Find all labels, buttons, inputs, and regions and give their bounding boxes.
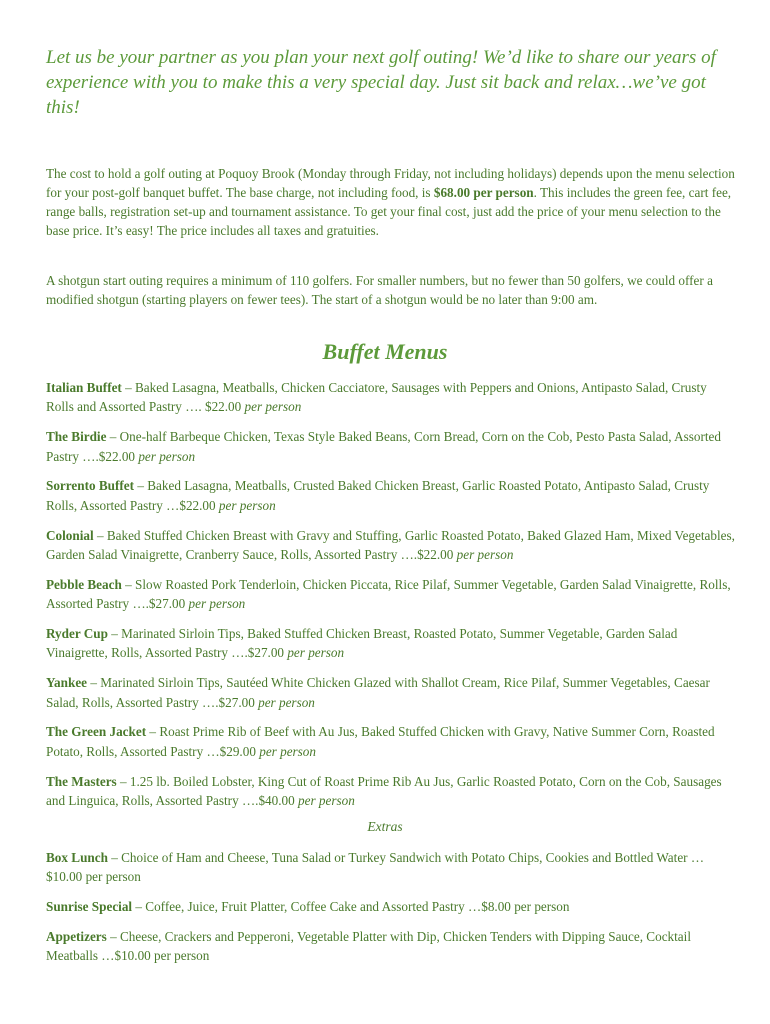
cost-text-after: . This includes the green fee, cart fee, range balls, registration set-up and tournament assistance. To get your final cost, just add the price of your menu selection to the base price. It’s easy! The price includes all taxes and gratuities. — [46, 185, 732, 238]
menu-item-desc: – Roast Prime Rib of Beef with Au Jus, Baked Stuffed Chicken with Gravy, Native Summer Corn, Roasted Potato, Rolls, Assorted Pastry …$29.00 — [46, 724, 715, 759]
menu-item — [46, 427, 736, 466]
menu-item — [46, 624, 736, 663]
menu-item — [46, 673, 736, 712]
extras-list — [46, 848, 736, 976]
menu-item-name: Italian Buffet — [46, 380, 122, 395]
extra-item-desc: – Cheese, Crackers and Pepperoni, Vegetable Platter with Dip, Chicken Tenders with Dipping Sauce, Cocktail Meatballs …$10.00 per person — [46, 929, 691, 964]
menu-item-per: per person — [218, 497, 276, 513]
extra-item-name: Appetizers — [46, 929, 107, 944]
menu-item-desc: – One-half Barbeque Chicken, Texas Style Baked Beans, Corn Bread, Corn on the Cob, Pesto Pasta Salad, Assorted Pastry ….$22.00 — [46, 429, 721, 464]
intro-text: Let us be your partner as you plan your next golf outing! We’d like to share our years of experience with you to make this a very special day. Just sit back and relax…we’ve got this! — [46, 47, 716, 118]
menu-item-name: Sorrento Buffet — [46, 478, 135, 494]
menu-item-per: per person — [258, 694, 315, 710]
menu-item-desc: – Baked Stuffed Chicken Breast with Gravy and Stuffing, Garlic Roasted Potato, Baked Glazed Ham, Mixed Vegetables, Garden Salad Vinaigrette, Cranberry Sauce, Rolls, Assorted Pastry ….$22.00 — [46, 527, 735, 563]
menu-item-per: per person — [298, 793, 355, 809]
cost-text-before: The cost to hold a golf outing at Poquoy Brook (Monday through Friday, not including holidays) depends upon the menu selection for your post-golf banquet buffet. The base charge, not including food, is — [46, 166, 735, 200]
menu-item-name: The Masters — [46, 773, 117, 789]
menu-item-desc: – Baked Lasagna, Meatballs, Chicken Cacciatore, Sausages with Peppers and Onions, Antipasto Salad, Crusty Rolls and Assorted Pastry …. $22.00 — [46, 380, 707, 415]
buffet-menus-heading: Buffet Menus — [322, 339, 448, 364]
base-price: $68.00 per person — [433, 185, 534, 200]
menu-item — [46, 476, 736, 515]
shotgun-paragraph: A shotgun start outing requires a minimum of 110 golfers. For smaller numbers, but no fewer than 50 golfers, we could offer a modified shotgun (starting players on fewer tees). The start of a shotgun would be no later than 9:00 am. — [46, 273, 713, 307]
menu-item-desc: – Marinated Sirloin Tips, Sautéed White Chicken Glazed with Shallot Cream, Rice Pilaf, Summer Vegetables, Caesar Salad, Rolls, Assorted Pastry ….$27.00 — [46, 675, 710, 710]
menu-item — [46, 772, 736, 811]
extra-item — [46, 927, 736, 966]
menu-item — [46, 575, 736, 614]
menu-item-name: Pebble Beach — [46, 576, 122, 592]
extra-item — [46, 897, 736, 916]
menu-item-name: The Green Jacket — [46, 724, 147, 740]
menu-item-per: per person — [138, 448, 196, 464]
extra-item-name: Sunrise Special — [46, 899, 133, 915]
menu-item — [46, 526, 736, 565]
menu-item-per: per person — [456, 547, 514, 563]
menu-item-desc: – 1.25 lb. Boiled Lobster, King Cut of Roast Prime Rib Au Jus, Garlic Roasted Potato, Corn on the Cob, Sausages and Linguica, Rolls, Assorted Pastry ….$40.00 — [46, 773, 722, 809]
buffet-menu-list — [46, 378, 736, 821]
menu-item — [46, 378, 736, 417]
menu-item-per: per person — [244, 399, 302, 415]
menu-item-desc: – Marinated Sirloin Tips, Baked Stuffed Chicken Breast, Roasted Potato, Summer Vegetable, Garden Salad Vinaigrette, Rolls, Assorted Pastry ….$27.00 — [46, 626, 678, 661]
cost-paragraph — [46, 164, 736, 240]
menu-item-per: per person — [188, 596, 246, 612]
menu-item — [46, 722, 736, 761]
menu-item-name: Yankee — [46, 675, 88, 691]
extras-heading: Extras — [367, 819, 403, 834]
extra-item-desc: – Coffee, Juice, Fruit Platter, Coffee Cake and Assorted Pastry …$8.00 per person — [132, 899, 570, 915]
menu-item-name: Colonial — [46, 527, 94, 543]
menu-item-name: Ryder Cup — [46, 626, 108, 642]
menu-item-per: per person — [259, 743, 316, 759]
extra-item — [46, 848, 736, 887]
menu-item-per: per person — [287, 645, 345, 661]
menu-item-name: The Birdie — [46, 429, 107, 445]
menu-item-desc: – Baked Lasagna, Meatballs, Crusted Baked Chicken Breast, Garlic Roasted Potato, Antipasto Salad, Crusty Rolls, Assorted Pastry …$22.00 — [46, 478, 710, 513]
extra-item-desc: – Choice of Ham and Cheese, Tuna Salad or Turkey Sandwich with Potato Chips, Cookies and Bottled Water …$10.00 per person — [46, 850, 705, 885]
extra-item-name: Box Lunch — [46, 850, 108, 865]
menu-item-desc: – Slow Roasted Pork Tenderloin, Chicken Piccata, Rice Pilaf, Summer Vegetable, Garden Salad Vinaigrette, Rolls, Assorted Pastry ….$27.00 — [46, 576, 731, 612]
